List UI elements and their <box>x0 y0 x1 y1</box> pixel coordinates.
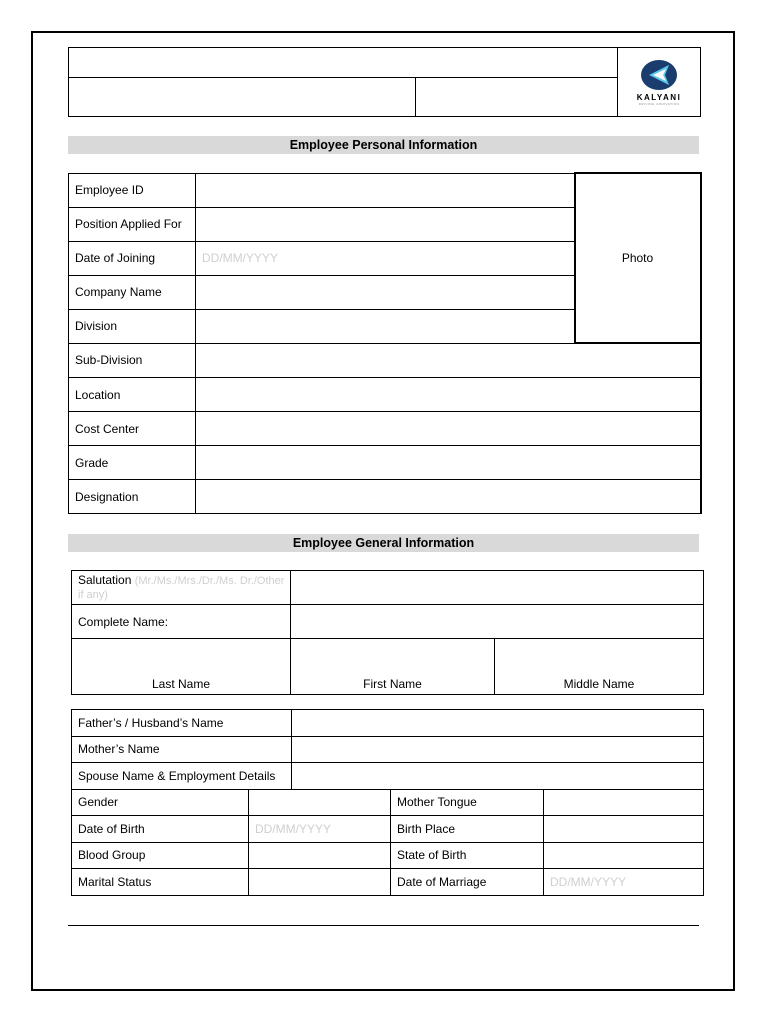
location-field[interactable] <box>196 378 701 412</box>
kalyani-logo-icon <box>639 59 679 91</box>
table-row <box>69 378 701 412</box>
middle-name-field[interactable] <box>495 639 704 695</box>
row-label-date-of-joining: Date of Joining <box>69 241 196 275</box>
logo-tagline: DRIVING INNOVATION <box>638 101 680 106</box>
date-of-joining-field[interactable]: DD/MM/YYYY <box>196 241 575 275</box>
row-label-sub-division: Sub-Division <box>69 343 196 378</box>
date-of-marriage-label-cell: Date of Marriage <box>391 869 544 896</box>
birth-place-field[interactable] <box>544 816 704 843</box>
row-label-grade: Grade <box>69 446 196 480</box>
sub-division-field[interactable] <box>196 343 701 378</box>
state-of-birth-field[interactable] <box>544 842 704 869</box>
general-section-title: Employee General Information <box>68 534 699 552</box>
header-field-top[interactable] <box>68 47 618 78</box>
table-row <box>72 710 704 737</box>
footer-divider <box>68 925 699 926</box>
header-field-bottom-right[interactable] <box>415 77 618 117</box>
complete-name-field[interactable] <box>291 605 704 639</box>
designation-field[interactable] <box>196 480 701 514</box>
gender-label-cell: Gender <box>72 789 249 816</box>
dob-field[interactable]: DD/MM/YYYY <box>249 816 391 843</box>
state-of-birth-label-cell: State of Birth <box>391 842 544 869</box>
table-row <box>72 816 704 843</box>
gender-field[interactable] <box>249 789 391 816</box>
employee-id-field[interactable] <box>196 173 575 207</box>
table-row <box>72 571 704 605</box>
header-field-bottom-left[interactable] <box>68 77 416 117</box>
blood-group-label-cell: Blood Group <box>72 842 249 869</box>
complete-name-label-cell: Complete Name: <box>72 605 291 639</box>
father-label-cell: Father’s / Husband’s Name <box>72 710 292 737</box>
logo-wordmark: KALYANI <box>636 92 682 102</box>
table-row <box>72 869 704 896</box>
photo-label: Photo <box>621 251 654 265</box>
row-label-employee-id: Employee ID <box>69 173 196 207</box>
company-name-field[interactable] <box>196 275 575 309</box>
middle-name-label: Middle Name <box>563 677 635 691</box>
division-field[interactable] <box>196 309 575 343</box>
first-name-field[interactable] <box>291 639 495 695</box>
table-row <box>69 173 701 207</box>
row-label-division: Division <box>69 309 196 343</box>
table-row <box>72 605 704 639</box>
table-row <box>69 343 701 378</box>
table-row <box>69 412 701 446</box>
row-label-location: Location <box>69 378 196 412</box>
personal-info-table <box>68 172 702 514</box>
father-name-field[interactable] <box>292 710 704 737</box>
table-row <box>69 446 701 480</box>
cost-center-field[interactable] <box>196 412 701 446</box>
last-name-label: Last Name <box>151 677 211 691</box>
birth-place-label-cell: Birth Place <box>391 816 544 843</box>
position-field[interactable] <box>196 207 575 241</box>
last-name-field[interactable] <box>72 639 291 695</box>
salutation-label-cell <box>72 571 291 605</box>
family-table <box>71 709 704 896</box>
table-row <box>72 736 704 763</box>
mother-tongue-field[interactable] <box>544 789 704 816</box>
name-table <box>71 570 704 695</box>
grade-field[interactable] <box>196 446 701 480</box>
date-of-marriage-field[interactable]: DD/MM/YYYY <box>544 869 704 896</box>
personal-section-title: Employee Personal Information <box>68 136 699 154</box>
marital-status-label-cell: Marital Status <box>72 869 249 896</box>
salutation-hint: (Mr./Ms./Mrs./Dr./Ms. Dr./Other if any) <box>78 574 285 601</box>
row-label-position: Position Applied For <box>69 207 196 241</box>
row-label-designation: Designation <box>69 480 196 514</box>
table-row <box>72 842 704 869</box>
mother-label-cell: Mother’s Name <box>72 736 292 763</box>
first-name-label: First Name <box>363 677 422 691</box>
dob-label-cell: Date of Birth <box>72 816 249 843</box>
mother-name-field[interactable] <box>292 736 704 763</box>
table-row <box>69 480 701 514</box>
table-row <box>72 763 704 790</box>
table-row <box>72 789 704 816</box>
company-logo <box>617 47 701 117</box>
salutation-label: Salutation <box>78 572 132 587</box>
spouse-label-cell: Spouse Name & Employment Details <box>72 763 292 790</box>
mother-tongue-label-cell: Mother Tongue <box>391 789 544 816</box>
marital-status-field[interactable] <box>249 869 391 896</box>
row-label-cost-center: Cost Center <box>69 412 196 446</box>
blood-group-field[interactable] <box>249 842 391 869</box>
salutation-field[interactable] <box>291 571 704 605</box>
spouse-field[interactable] <box>292 763 704 790</box>
photo-box[interactable] <box>575 173 701 343</box>
table-row <box>72 639 704 695</box>
row-label-company-name: Company Name <box>69 275 196 309</box>
